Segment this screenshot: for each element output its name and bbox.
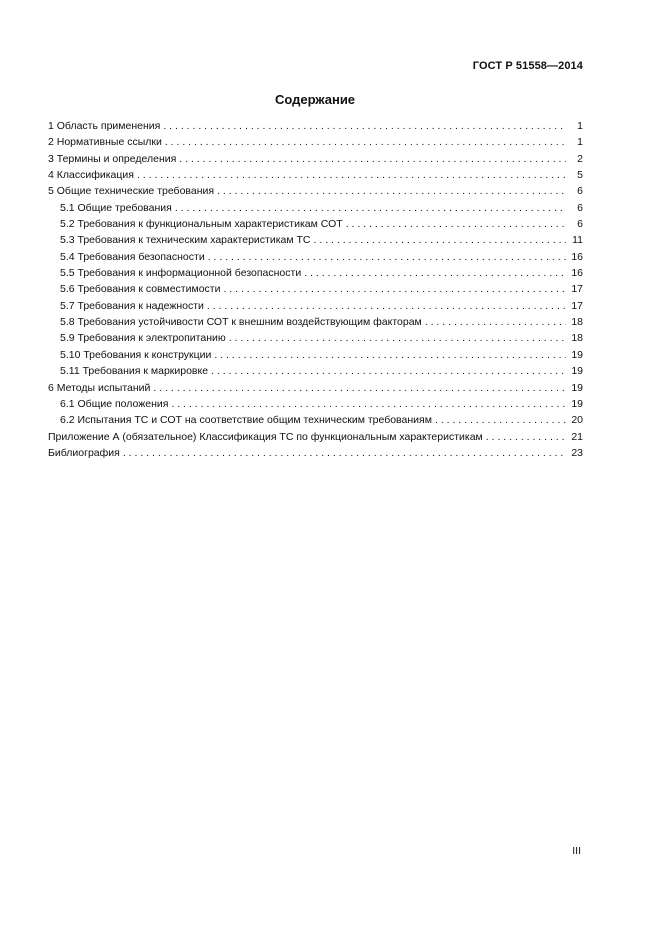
toc-title: Содержание [274, 92, 356, 107]
toc-dot-leader [153, 380, 566, 396]
toc-entry-label: 4 Классификация [48, 169, 134, 182]
toc-entry-page: 19 [571, 348, 583, 361]
toc-dot-leader [179, 151, 566, 167]
toc-entry-label: 5.3 Требования к техническим характеристикам ТС [60, 234, 311, 247]
toc-dot-leader [314, 232, 566, 248]
toc-entry-page: 5 [577, 169, 583, 182]
toc-entry-page: 16 [571, 250, 583, 263]
toc-entry[interactable] [48, 134, 583, 150]
toc-entry-label: 5.5 Требования к информационной безопасности [60, 267, 302, 280]
toc-entry-label: 6 Методы испытаний [48, 381, 151, 394]
toc-dot-leader [171, 396, 566, 412]
toc-entry[interactable] [48, 216, 583, 232]
toc-entry[interactable] [48, 330, 583, 346]
toc-entry[interactable] [48, 363, 583, 379]
toc-entry-page: 6 [577, 201, 583, 214]
toc-entry[interactable] [48, 380, 583, 396]
toc-entry-label: 5.10 Требования к конструкции [60, 348, 212, 361]
toc-entry-label: 1 Область применения [48, 120, 161, 132]
toc-dot-leader [304, 265, 566, 281]
toc-entry-label: 5.2 Требования к функциональным характеристикам СОТ [60, 218, 343, 231]
toc-entry-label: 3 Термины и определения [48, 152, 177, 165]
toc-dot-leader [223, 281, 566, 297]
toc-dot-leader [486, 429, 566, 445]
toc-entry-label: 6.2 Испытания ТС и СОТ на соответствие общим техническим требованиям [60, 414, 432, 427]
toc-entry-page: 18 [571, 316, 583, 329]
toc-dot-leader [207, 298, 566, 314]
toc-entry[interactable] [48, 183, 583, 199]
toc-entry-label: 5.6 Требования к совместимости [60, 283, 221, 296]
toc-dot-leader [425, 314, 566, 330]
toc-entry-page: 1 [577, 120, 583, 132]
toc-entry[interactable] [48, 281, 583, 297]
toc-entry-label: 5.4 Требования безопасности [60, 250, 205, 263]
toc-entry-page: 17 [571, 299, 583, 312]
toc-entry[interactable] [48, 249, 583, 265]
toc-dot-leader [123, 445, 566, 461]
toc-entry[interactable] [48, 200, 583, 216]
toc-entry-label: 6.1 Общие положения [60, 397, 169, 410]
toc-dot-leader [229, 330, 566, 346]
toc-entry-page: 6 [577, 218, 583, 231]
toc-dot-leader [435, 412, 566, 428]
toc-entry[interactable] [48, 412, 583, 428]
toc-entry[interactable] [48, 429, 583, 445]
toc-entry-label: 2 Нормативные ссылки [48, 136, 162, 149]
toc-entry[interactable] [48, 314, 583, 330]
toc-entry-page: 19 [571, 397, 583, 410]
toc-entry-label: 5 Общие технические требования [48, 185, 215, 198]
toc-entry[interactable] [48, 347, 583, 363]
toc-dot-leader [137, 167, 566, 183]
toc-entry[interactable] [48, 298, 583, 314]
toc-entry-label: Библиография [48, 446, 120, 459]
toc-entry-page: 20 [571, 414, 583, 427]
toc-dot-leader [163, 118, 566, 134]
toc-entry-page: 19 [571, 365, 583, 378]
toc-entry-label: Приложение А (обязательное) Классификация ТС по функциональным характеристикам [48, 430, 483, 443]
toc-entry[interactable] [48, 167, 583, 183]
toc-entry-label: 5.11 Требования к маркировке [60, 365, 209, 378]
toc-entry-label: 5.7 Требования к надежности [60, 299, 204, 312]
toc-entry[interactable] [48, 118, 583, 134]
table-of-contents [48, 118, 583, 461]
toc-entry-page: 18 [571, 332, 583, 345]
toc-entry-page: 11 [572, 234, 583, 247]
toc-entry-page: 2 [577, 152, 583, 165]
toc-dot-leader [208, 249, 566, 265]
toc-entry[interactable] [48, 151, 583, 167]
page-number: III [572, 845, 581, 857]
toc-entry-page: 23 [571, 446, 583, 459]
toc-entry-label: 5.1 Общие требования [60, 201, 172, 214]
toc-entry[interactable] [48, 445, 583, 461]
document-code: ГОСТ Р 51558—2014 [472, 60, 583, 72]
toc-entry[interactable] [48, 396, 583, 412]
toc-entry-page: 6 [577, 185, 583, 198]
toc-entry-page: 19 [571, 381, 583, 394]
toc-entry-page: 16 [571, 267, 583, 280]
toc-dot-leader [217, 183, 566, 199]
toc-entry[interactable] [48, 232, 583, 248]
toc-dot-leader [211, 363, 566, 379]
toc-entry[interactable] [48, 265, 583, 281]
toc-entry-page: 1 [577, 136, 583, 149]
toc-entry-page: 17 [571, 283, 583, 296]
toc-entry-page: 21 [571, 430, 583, 443]
toc-dot-leader [165, 134, 566, 150]
toc-entry-label: 5.8 Требования устойчивости СОТ к внешним воздействующим факторам [60, 316, 422, 329]
toc-dot-leader [346, 216, 566, 232]
toc-dot-leader [214, 347, 566, 363]
toc-dot-leader [175, 200, 566, 216]
toc-entry-label: 5.9 Требования к электропитанию [60, 332, 226, 345]
